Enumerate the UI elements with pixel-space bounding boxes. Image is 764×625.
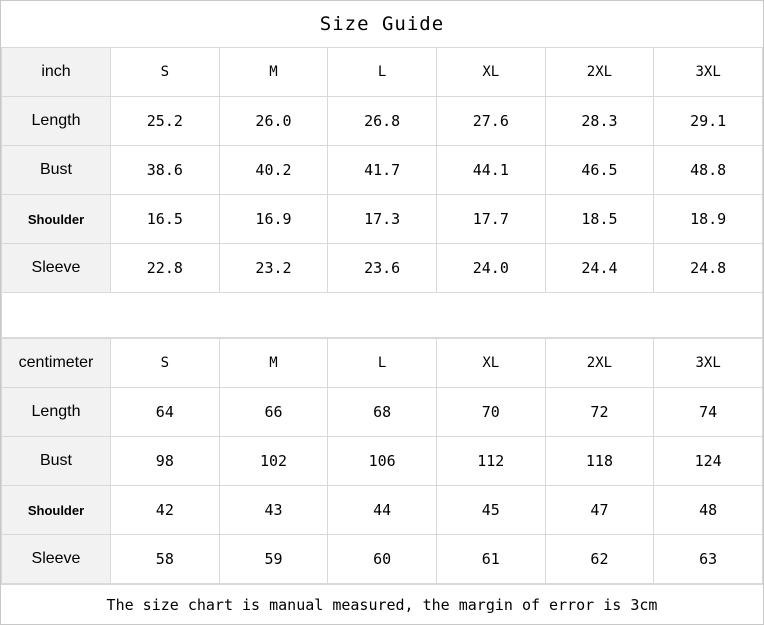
cell-shoulder-s-cm: 42 <box>111 486 220 535</box>
cell-length-3xl-inch: 29.1 <box>654 97 763 146</box>
table-row <box>2 486 763 535</box>
cell-sleeve-3xl-cm: 63 <box>654 535 763 584</box>
cell-bust-3xl-cm: 124 <box>654 437 763 486</box>
table-row <box>2 97 763 146</box>
cell-bust-l-cm: 106 <box>328 437 437 486</box>
size-header-m-cm: M <box>219 339 328 388</box>
cell-length-xl-inch: 27.6 <box>436 97 545 146</box>
size-table-inch <box>1 47 763 293</box>
cell-bust-l-inch: 41.7 <box>328 146 437 195</box>
cell-length-l-cm: 68 <box>328 388 437 437</box>
cell-length-m-inch: 26.0 <box>219 97 328 146</box>
cell-bust-m-inch: 40.2 <box>219 146 328 195</box>
cell-bust-2xl-cm: 118 <box>545 437 654 486</box>
cell-length-s-cm: 64 <box>111 388 220 437</box>
cell-sleeve-s-cm: 58 <box>111 535 220 584</box>
table-row <box>2 388 763 437</box>
cell-shoulder-m-cm: 43 <box>219 486 328 535</box>
page-title: Size Guide <box>1 1 763 47</box>
size-header-3xl-cm: 3XL <box>654 339 763 388</box>
footer-note: The size chart is manual measured, the margin of error is 3cm <box>1 584 763 624</box>
cell-sleeve-m-cm: 59 <box>219 535 328 584</box>
size-header-s: S <box>111 48 220 97</box>
cell-bust-s-cm: 98 <box>111 437 220 486</box>
size-header-xl: XL <box>436 48 545 97</box>
table-row <box>2 146 763 195</box>
size-header-xl-cm: XL <box>436 339 545 388</box>
cell-shoulder-xl-inch: 17.7 <box>436 195 545 244</box>
cell-sleeve-3xl-inch: 24.8 <box>654 244 763 293</box>
cell-length-m-cm: 66 <box>219 388 328 437</box>
cell-sleeve-xl-cm: 61 <box>436 535 545 584</box>
cell-shoulder-2xl-inch: 18.5 <box>545 195 654 244</box>
cell-sleeve-2xl-inch: 24.4 <box>545 244 654 293</box>
table-separator <box>1 293 763 338</box>
cell-length-2xl-inch: 28.3 <box>545 97 654 146</box>
cell-bust-3xl-inch: 48.8 <box>654 146 763 195</box>
table-header-row <box>2 339 763 388</box>
cell-length-l-inch: 26.8 <box>328 97 437 146</box>
cell-bust-m-cm: 102 <box>219 437 328 486</box>
cell-sleeve-m-inch: 23.2 <box>219 244 328 293</box>
cell-shoulder-3xl-cm: 48 <box>654 486 763 535</box>
table-row <box>2 244 763 293</box>
cell-length-2xl-cm: 72 <box>545 388 654 437</box>
row-label-sleeve-cm: Sleeve <box>2 535 111 584</box>
size-header-2xl: 2XL <box>545 48 654 97</box>
row-label-bust-inch: Bust <box>2 146 111 195</box>
table-row <box>2 535 763 584</box>
size-header-2xl-cm: 2XL <box>545 339 654 388</box>
row-label-length-cm: Length <box>2 388 111 437</box>
cell-sleeve-s-inch: 22.8 <box>111 244 220 293</box>
cell-sleeve-2xl-cm: 62 <box>545 535 654 584</box>
size-header-s-cm: S <box>111 339 220 388</box>
cell-shoulder-s-inch: 16.5 <box>111 195 220 244</box>
row-label-shoulder-inch: Shoulder <box>2 195 111 244</box>
cell-shoulder-l-inch: 17.3 <box>328 195 437 244</box>
cell-sleeve-l-cm: 60 <box>328 535 437 584</box>
cell-bust-2xl-inch: 46.5 <box>545 146 654 195</box>
table-header-row <box>2 48 763 97</box>
cell-sleeve-l-inch: 23.6 <box>328 244 437 293</box>
cell-shoulder-2xl-cm: 47 <box>545 486 654 535</box>
row-label-bust-cm: Bust <box>2 437 111 486</box>
row-label-length-inch: Length <box>2 97 111 146</box>
cell-length-xl-cm: 70 <box>436 388 545 437</box>
size-header-l-cm: L <box>328 339 437 388</box>
row-label-sleeve-inch: Sleeve <box>2 244 111 293</box>
cell-bust-xl-inch: 44.1 <box>436 146 545 195</box>
size-table-centimeter <box>1 338 763 584</box>
table-row <box>2 195 763 244</box>
cell-shoulder-3xl-inch: 18.9 <box>654 195 763 244</box>
table-row <box>2 437 763 486</box>
row-label-shoulder-cm: Shoulder <box>2 486 111 535</box>
cell-bust-s-inch: 38.6 <box>111 146 220 195</box>
size-header-3xl: 3XL <box>654 48 763 97</box>
cell-length-3xl-cm: 74 <box>654 388 763 437</box>
cell-length-s-inch: 25.2 <box>111 97 220 146</box>
size-header-l: L <box>328 48 437 97</box>
cell-bust-xl-cm: 112 <box>436 437 545 486</box>
cell-shoulder-l-cm: 44 <box>328 486 437 535</box>
unit-label-inch: inch <box>2 48 111 97</box>
cell-sleeve-xl-inch: 24.0 <box>436 244 545 293</box>
cell-shoulder-m-inch: 16.9 <box>219 195 328 244</box>
cell-shoulder-xl-cm: 45 <box>436 486 545 535</box>
size-header-m: M <box>219 48 328 97</box>
unit-label-centimeter: centimeter <box>2 339 111 388</box>
